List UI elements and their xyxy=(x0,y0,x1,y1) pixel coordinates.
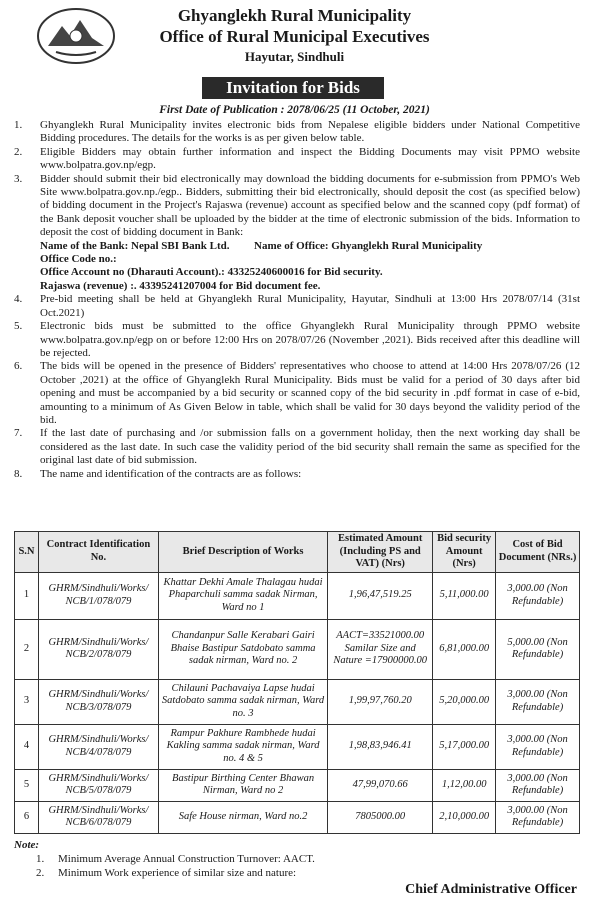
location: Hayutar, Sindhuli xyxy=(244,49,345,64)
office-code: Office Code no.: xyxy=(40,253,117,266)
cell-bid-security: 5,11,000.00 xyxy=(433,572,496,619)
cell-sn: 3 xyxy=(15,679,39,724)
rajaswa-account: Rajaswa (revenue) :. 43395241207004 for Bid document fee. xyxy=(40,279,321,292)
publication-date: First Date of Publication : 2078/06/25 (11 October, 2021) xyxy=(159,104,430,116)
table-row xyxy=(15,679,580,724)
item-number: 1. xyxy=(14,119,23,131)
cell-estimated-amount: 47,99,070.66 xyxy=(328,769,433,801)
cell-sn: 4 xyxy=(15,724,39,769)
office-title: Office of Rural Municipal Executives xyxy=(159,27,430,46)
cell-contract-id: GHRM/Sindhuli/Works/ NCB/6/078/079 xyxy=(38,801,158,833)
cell-sn: 6 xyxy=(15,801,39,833)
cell-description: Khattar Dekhi Amale Thalagau hudai Phaparchuli samma sadak Nirman, Ward no 1 xyxy=(158,572,327,619)
bank-name: Name of the Bank: Nepal SBI Bank Ltd. xyxy=(40,239,230,252)
item-number: 6. xyxy=(14,360,23,373)
item-text: Eligible Bidders may obtain further information and inspect the Bidding Documents may visit PPMO website www.bolpatra.gov.np/egp. xyxy=(40,145,580,172)
notes-label: Note: xyxy=(14,839,40,851)
header-cost: Cost of Bid Document (NRs.) xyxy=(496,532,580,573)
cell-description: Chandanpur Salle Kerabari Gairi Bhaise Bastipur Satdobato samma sadak nirman, Ward no. 2 xyxy=(158,619,327,679)
item-text: Electronic bids must be submitted to the office Ghyanglekh Rural Municipality through PPMO website www.bolpatra.gov.np/egp on or before 12:00 Hrs on 2078/07/26 (November ,2021). Bids received after this deadline will be rejected. xyxy=(40,320,580,359)
item-text: The name and identification of the contracts are as follows: xyxy=(40,467,302,480)
header-contract-id: Contract Identification No. xyxy=(38,532,158,573)
cell-description: Safe House nirman, Ward no.2 xyxy=(158,801,327,833)
cell-estimated-amount: 1,98,83,946.41 xyxy=(328,724,433,769)
cell-cost: 5,000.00 (Non Refundable) xyxy=(496,619,580,679)
municipality-title: Ghyanglekh Rural Municipality xyxy=(177,6,412,25)
cell-cost: 3,000.00 (Non Refundable) xyxy=(496,801,580,833)
cell-cost: 3,000.00 (Non Refundable) xyxy=(496,769,580,801)
cell-estimated-amount: 1,99,97,760.20 xyxy=(328,679,433,724)
item-number: 8. xyxy=(14,467,23,480)
cell-contract-id: GHRM/Sindhuli/Works/ NCB/1/078/079 xyxy=(38,572,158,619)
item-text: Bidder should submit their bid electronically may download the bidding documents for e-submission from PPMO's Web Site www.bolpatra.gov.np./egp.. Bidders, submitting their bid electronically, should deposit the cost (as specified below) of bidding document in the Project's Rajaswa (revenue) account as specified below and the scanned copy (pdf format) of the Bank deposit voucher shall be uploaded by the bidder at the time of electronic submission of the bids. Information to deposit the cost of bidding document in Bank: xyxy=(40,172,580,239)
note-number: 1. xyxy=(36,853,45,865)
cell-bid-security: 5,20,000.00 xyxy=(433,679,496,724)
cell-estimated-amount: 1,96,47,519.25 xyxy=(328,572,433,619)
note-number: 2. xyxy=(36,867,45,879)
note-text: Minimum Average Annual Construction Turnover: AACT. xyxy=(58,853,315,865)
office-account: Office Account no (Dharauti Account).: 43325240600016 for Bid security. xyxy=(40,266,383,279)
cell-description: Chilauni Pachavaiya Lapse hudai Satdobato samma sadak nirman, Ward no. 3 xyxy=(158,679,327,724)
list-item xyxy=(14,173,580,240)
header-sn: S.N xyxy=(15,532,39,573)
list-item xyxy=(14,146,580,173)
cell-cost: 3,000.00 (Non Refundable) xyxy=(496,724,580,769)
bank-details xyxy=(40,240,580,294)
cell-bid-security: 5,17,000.00 xyxy=(433,724,496,769)
cell-estimated-amount: 7805000.00 xyxy=(328,801,433,833)
header-bid-security: Bid security Amount (Nrs) xyxy=(433,532,496,573)
list-item xyxy=(14,427,580,467)
cell-estimated-amount: AACT=33521000.00 Samilar Size and Nature =17900000.00 xyxy=(328,619,433,679)
header-estimated-amount: Estimated Amount (Including PS and VAT) (Nrs) xyxy=(328,532,433,573)
item-number: 7. xyxy=(14,427,23,440)
item-number: 3. xyxy=(14,172,23,185)
cell-description: Rampur Pakhure Rambhede hudai Kakling samma sadak nirman, Ward no. 4 & 5 xyxy=(158,724,327,769)
cell-contract-id: GHRM/Sindhuli/Works/ NCB/3/078/079 xyxy=(38,679,158,724)
invitation-banner: Invitation for Bids xyxy=(202,77,384,99)
notice-items xyxy=(14,119,580,481)
item-text: Pre-bid meeting shall be held at Ghyanglekh Rural Municipality, Hayutar, Sindhuli at 13:00 Hrs 2078/07/14 (31st Oct.2021) xyxy=(40,293,580,319)
cell-contract-id: GHRM/Sindhuli/Works/ NCB/2/078/079 xyxy=(38,619,158,679)
cell-sn: 2 xyxy=(15,619,39,679)
cell-cost: 3,000.00 (Non Refundable) xyxy=(496,679,580,724)
list-item xyxy=(14,119,580,146)
item-number: 5. xyxy=(14,320,23,333)
cell-cost: 3,000.00 (Non Refundable) xyxy=(496,572,580,619)
note-line xyxy=(36,852,315,866)
cell-bid-security: 1,12,00.00 xyxy=(433,769,496,801)
notes-section xyxy=(14,838,315,880)
cell-contract-id: GHRM/Sindhuli/Works/ NCB/4/078/079 xyxy=(38,724,158,769)
office-name: Name of Office: Ghyanglekh Rural Municipality xyxy=(254,239,483,252)
table-row xyxy=(15,769,580,801)
contracts-table xyxy=(14,531,580,834)
cell-contract-id: GHRM/Sindhuli/Works/ NCB/5/078/079 xyxy=(38,769,158,801)
table-row xyxy=(15,619,580,679)
note-line xyxy=(36,866,315,880)
cell-bid-security: 2,10,000.00 xyxy=(433,801,496,833)
table-row xyxy=(15,572,580,619)
table-row xyxy=(15,724,580,769)
cell-description: Bastipur Birthing Center Bhawan Nirman, Ward no 2 xyxy=(158,769,327,801)
list-item xyxy=(14,468,580,481)
signature: Chief Administrative Officer xyxy=(405,882,577,897)
cell-bid-security: 6,81,000.00 xyxy=(433,619,496,679)
list-item xyxy=(14,293,580,320)
table-header-row xyxy=(15,532,580,573)
cell-sn: 5 xyxy=(15,769,39,801)
item-number: 2. xyxy=(14,145,23,158)
item-text: If the last date of purchasing and /or submission falls on a government holiday, then the next working day shall be considered as the last date. In such case the validity period of the bid security shall remain the same as specified for the original last date of bid submission. xyxy=(40,427,580,467)
list-item xyxy=(14,320,580,360)
note-text: Minimum Work experience of similar size and nature: xyxy=(58,867,297,879)
table-row xyxy=(15,801,580,833)
list-item xyxy=(14,360,580,427)
header-description: Brief Description of Works xyxy=(158,532,327,573)
item-text: Ghyanglekh Rural Municipality invites electronic bids from Nepalese eligible bidders under National Competitive Bidding procedures. The details for the works is as per given below table. xyxy=(40,119,580,145)
item-number: 4. xyxy=(14,293,23,306)
cell-sn: 1 xyxy=(15,572,39,619)
item-text: The bids will be opened in the presence of Bidders' representatives who choose to attend at 14:00 Hrs 2078/07/26 (12 October ,2021) at the office of Ghyanglekh Rural Municipality. Bids must be valid for a period of 30 days after bid opening and must be accompanied by a bid security or scanned copy of the bid security in .pdf format in case of e-bid, amounting to a minimum of As Given Below in table, which shall be valid for 30 days beyond the validity period of the bid. xyxy=(40,360,580,426)
